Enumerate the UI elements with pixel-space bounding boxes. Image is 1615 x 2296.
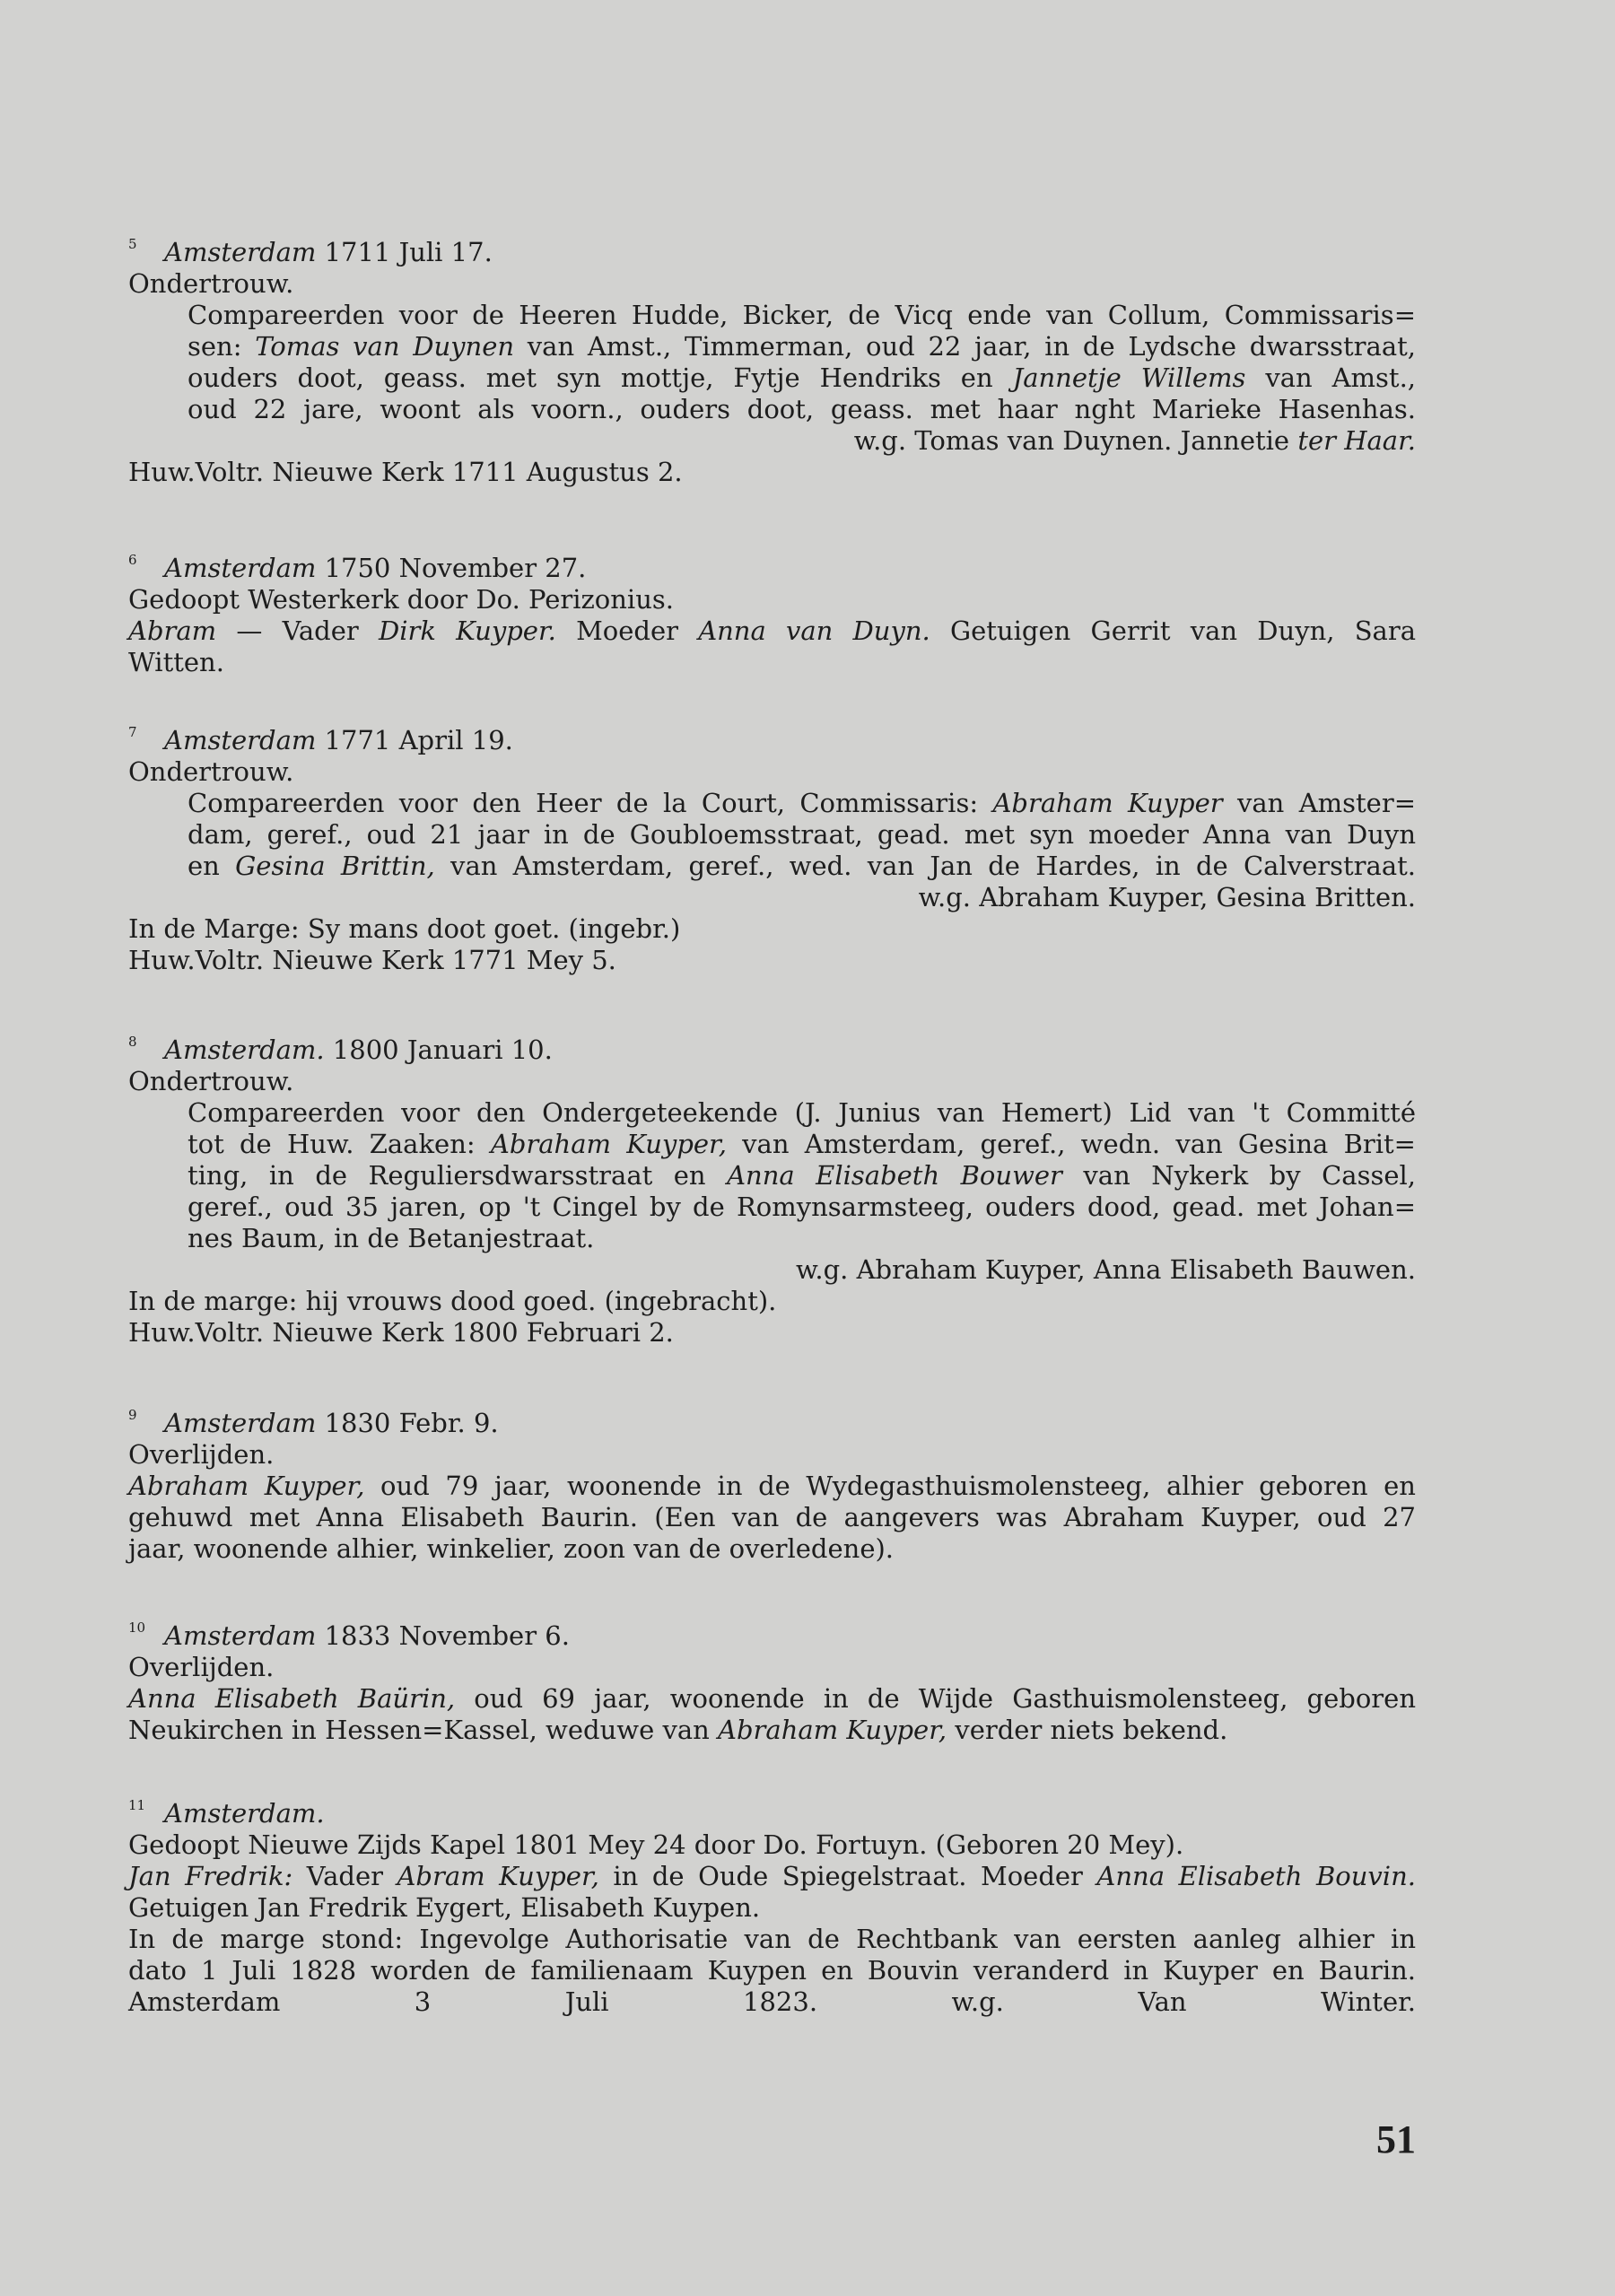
text-line: Huw.Voltr. Nieuwe Kerk 1800 Februari 2. <box>128 1317 674 1348</box>
record-entry <box>128 237 1416 488</box>
record-type: Ondertrouw. <box>128 1066 294 1096</box>
record-date: 1800 Januari 10. <box>332 1035 553 1065</box>
text-line: nes Baum, in de Betanjestraat. <box>188 1223 595 1253</box>
text-line: jaar, woonende alhier, winkelier, zoon van de overledene). <box>128 1533 895 1564</box>
record-heading <box>128 1620 1416 1652</box>
text-line: Amsterdam 3 Juli 1823. w.g. Van Winter. <box>128 1986 1416 2017</box>
footnote-number: 5 <box>128 236 137 252</box>
text-line: Abraham Kuyper, oud 79 jaar, woonende in de Wydegasthuismolensteeg, alhier geboren en <box>128 1471 1416 1501</box>
footnote-number: 8 <box>128 1034 137 1050</box>
footnote-number: 10 <box>128 1619 146 1636</box>
text-line: Getuigen Jan Fredrik Eygert, Elisabeth Kuypen. <box>128 1892 761 1923</box>
signature-line: w.g. Abraham Kuyper, Anna Elisabeth Bauwen. <box>795 1254 1416 1285</box>
text-line: dam, geref., oud 21 jaar in de Goubloemsstraat, gead. met syn moeder Anna van Duyn <box>188 819 1416 850</box>
record-place: Amsterdam <box>164 237 317 267</box>
text-line: Gedoopt Nieuwe Zijds Kapel 1801 Mey 24 door Do. Fortuyn. (Geboren 20 Mey). <box>128 1829 1184 1860</box>
record-place: Amsterdam. <box>164 1798 325 1829</box>
record-heading <box>128 1035 1416 1066</box>
signature-line: w.g. Abraham Kuyper, Gesina Britten. <box>918 882 1416 912</box>
text-line: ouders doot, geass. met syn mottje, Fytje Hendriks en Jannetje Willems van Amst., <box>188 362 1417 393</box>
record-place: Amsterdam <box>164 1620 317 1651</box>
record-date: 1833 November 6. <box>324 1620 570 1651</box>
text-line: dato 1 Juli 1828 worden de familienaam Kuypen en Bouvin veranderd in Kuyper en Baurin. <box>128 1955 1416 1986</box>
footnote-number: 6 <box>128 552 137 568</box>
record-heading <box>128 1408 1416 1439</box>
record-place: Amsterdam <box>164 1408 317 1438</box>
text-line: Neukirchen in Hessen=Kassel, weduwe van Abraham Kuyper, verder niets bekend. <box>128 1715 1228 1745</box>
text-line: en Gesina Brittin, van Amsterdam, geref., wed. van Jan de Hardes, in de Calverstraat. <box>188 851 1416 881</box>
text-line: Witten. <box>128 647 224 677</box>
record-place: Amsterdam <box>164 553 317 583</box>
text-line: geref., oud 35 jaren, op 't Cingel by de Romynsarmsteeg, ouders dood, gead. met Johan= <box>188 1192 1416 1222</box>
record-entry <box>128 1408 1416 1565</box>
record-heading <box>128 1798 1416 1829</box>
text-line: In de Marge: Sy mans doot goet. (ingebr.) <box>128 913 681 944</box>
record-heading <box>128 553 1416 584</box>
text-line: Huw.Voltr. Nieuwe Kerk 1771 Mey 5. <box>128 945 616 975</box>
document-page <box>128 0 1416 2296</box>
text-line: Compareerden voor de Heeren Hudde, Bicker, de Vicq ende van Collum, Commissaris= <box>188 300 1416 330</box>
footnote-number: 7 <box>128 724 137 740</box>
text-line: sen: Tomas van Duynen van Amst., Timmerman, oud 22 jaar, in de Lydsche dwarsstraat, <box>188 331 1416 362</box>
record-date: 1750 November 27. <box>324 553 587 583</box>
record-place: Amsterdam. <box>164 1035 325 1065</box>
text-line: Abram — Vader Dirk Kuyper. Moeder Anna van Duyn. Getuigen Gerrit van Duyn, Sara <box>128 615 1417 646</box>
footnote-number: 9 <box>128 1407 137 1423</box>
text-line: tot de Huw. Zaaken: Abraham Kuyper, van Amsterdam, geref., wedn. van Gesina Brit= <box>188 1129 1416 1159</box>
text-line: In de marge stond: Ingevolge Authorisatie van de Rechtbank van eersten aanleg alhier in <box>128 1924 1416 1954</box>
text-line: Compareerden voor den Ondergeteekende (J. Junius van Hemert) Lid van 't Committé <box>188 1097 1416 1128</box>
record-entry <box>128 1620 1416 1746</box>
signature-line: w.g. Tomas van Duynen. Jannetie ter Haar. <box>853 425 1416 456</box>
record-type: Ondertrouw. <box>128 756 294 787</box>
text-line: Anna Elisabeth Baürin, oud 69 jaar, woonende in de Wijde Gasthuismolensteeg, geboren <box>128 1683 1417 1714</box>
record-entry <box>128 1798 1416 2018</box>
record-heading <box>128 237 1416 268</box>
text-line: Jan Fredrik: Vader Abram Kuyper, in de Oude Spiegelstraat. Moeder Anna Elisabeth Bouvin. <box>128 1861 1416 1891</box>
page-number: 51 <box>1376 2117 1416 2161</box>
text-line: gehuwd met Anna Elisabeth Baurin. (Een van de aangevers was Abraham Kuyper, oud 27 <box>128 1502 1416 1532</box>
record-heading <box>128 725 1416 756</box>
record-date: 1771 April 19. <box>324 725 513 755</box>
record-type: Gedoopt Westerkerk door Do. Perizonius. <box>128 584 674 615</box>
record-type: Overlijden. <box>128 1652 275 1682</box>
text-line: ting, in de Reguliersdwarsstraat en Anna Elisabeth Bouwer van Nykerk by Cassel, <box>188 1160 1416 1191</box>
text-line: In de marge: hij vrouws dood goed. (ingebracht). <box>128 1286 777 1316</box>
footnote-number: 11 <box>128 1797 146 1813</box>
record-entry <box>128 1035 1416 1349</box>
text-line: Huw.Voltr. Nieuwe Kerk 1711 Augustus 2. <box>128 457 683 487</box>
record-entry <box>128 553 1416 678</box>
record-type: Overlijden. <box>128 1439 275 1470</box>
signature: w.g. Van Winter. <box>951 1986 1416 2017</box>
record-entry <box>128 725 1416 976</box>
record-date: 1830 Febr. 9. <box>324 1408 499 1438</box>
record-type: Ondertrouw. <box>128 268 294 299</box>
record-place: Amsterdam <box>164 725 317 755</box>
text-line: oud 22 jare, woont als voorn., ouders doot, geass. met haar nght Marieke Hasenhas. <box>188 394 1416 424</box>
record-date: 1711 Juli 17. <box>324 237 493 267</box>
text-line: Compareerden voor den Heer de la Court, Commissaris: Abraham Kuyper van Amster= <box>188 788 1417 818</box>
